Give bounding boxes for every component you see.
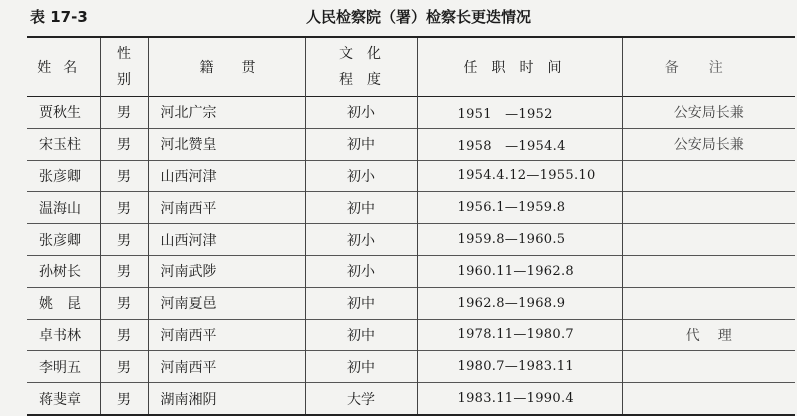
table-row [27,97,795,129]
header-sex-line2: 别 [117,72,131,88]
cell-native-place: 河南武陟 [148,255,305,287]
cell-note [622,287,795,319]
cell-note [622,255,795,287]
prosecutor-table [27,36,795,416]
cell-sex: 男 [100,319,148,351]
cell-sex: 男 [100,351,148,383]
cell-native-place: 河北广宗 [148,97,305,129]
table-number: 表 17-3 [30,8,88,26]
table-row [27,287,795,319]
cell-native-place: 河南西平 [148,192,305,224]
cell-term: 1954.4.12—1955.10 [417,160,622,192]
cell-education: 初小 [305,255,417,287]
header-term: 任职时间 [417,37,622,97]
cell-note: 公安局长兼 [673,137,744,154]
cell-name: 贾秋生 [27,97,100,129]
cell-native-place: 河南西平 [148,351,305,383]
header-native-place: 籍贯 [148,37,305,97]
cell-native-place: 河北赞皇 [148,128,305,160]
cell-note: 公安局长兼 [673,105,744,122]
cell-native-place: 山西河津 [148,224,305,256]
header-sex-line1: 性 [117,46,131,62]
cell-education: 初小 [305,97,417,129]
header-sex [100,37,148,97]
cell-term: 1962.8—1968.9 [417,287,622,319]
cell-sex: 男 [100,160,148,192]
cell-native-place: 湖南湘阴 [148,383,305,415]
header-note: 备注 [664,60,753,76]
cell-term: 1980.7—1983.11 [417,351,622,383]
cell-sex: 男 [100,287,148,319]
cell-sex: 男 [100,192,148,224]
cell-native-place: 山西河津 [148,160,305,192]
cell-name: 蒋斐章 [27,383,100,415]
cell-sex: 男 [100,383,148,415]
cell-term: 1951 —1952 [417,97,622,129]
cell-education: 初中 [305,351,417,383]
cell-name: 孙树长 [27,255,100,287]
cell-name: 姚 昆 [27,287,100,319]
cell-term: 1983.11—1990.4 [417,383,622,415]
header-name: 姓名 [27,37,100,97]
cell-name: 张彦卿 [27,160,100,192]
cell-sex: 男 [100,255,148,287]
cell-education: 初中 [305,319,417,351]
cell-sex: 男 [100,128,148,160]
table-row [27,351,795,383]
cell-native-place: 河南夏邑 [148,287,305,319]
header-row [27,37,795,97]
table-row [27,192,795,224]
cell-note [622,351,795,383]
table-row [27,255,795,287]
table-row [27,224,795,256]
header-education-line1: 文化 [339,46,395,62]
cell-note [622,383,795,415]
cell-name: 宋玉柱 [27,128,100,160]
cell-education: 初小 [305,160,417,192]
cell-term: 1956.1—1959.8 [417,192,622,224]
cell-sex: 男 [100,97,148,129]
table-row [27,128,795,160]
table-row [27,319,795,351]
cell-name: 卓书林 [27,319,100,351]
cell-name: 李明五 [27,351,100,383]
cell-note [622,192,795,224]
cell-term: 1978.11—1980.7 [417,319,622,351]
cell-sex: 男 [100,224,148,256]
cell-note: 代理 [685,327,750,344]
cell-name: 张彦卿 [27,224,100,256]
header-education-line2: 程度 [339,72,395,88]
cell-name: 温海山 [27,192,100,224]
cell-term: 1958 —1954.4 [417,128,622,160]
cell-term: 1959.8—1960.5 [417,224,622,256]
cell-education: 初中 [305,128,417,160]
table-title: 人民检察院（署）检察长更迭情况 [305,8,531,26]
table-row [27,160,795,192]
cell-note [622,224,795,256]
cell-education: 初中 [305,192,417,224]
cell-education: 大学 [305,383,417,415]
cell-note [622,160,795,192]
cell-education: 初中 [305,287,417,319]
header-education [305,37,417,97]
cell-term: 1960.11—1962.8 [417,255,622,287]
cell-native-place: 河南西平 [148,319,305,351]
cell-education: 初小 [305,224,417,256]
table-row [27,383,795,415]
